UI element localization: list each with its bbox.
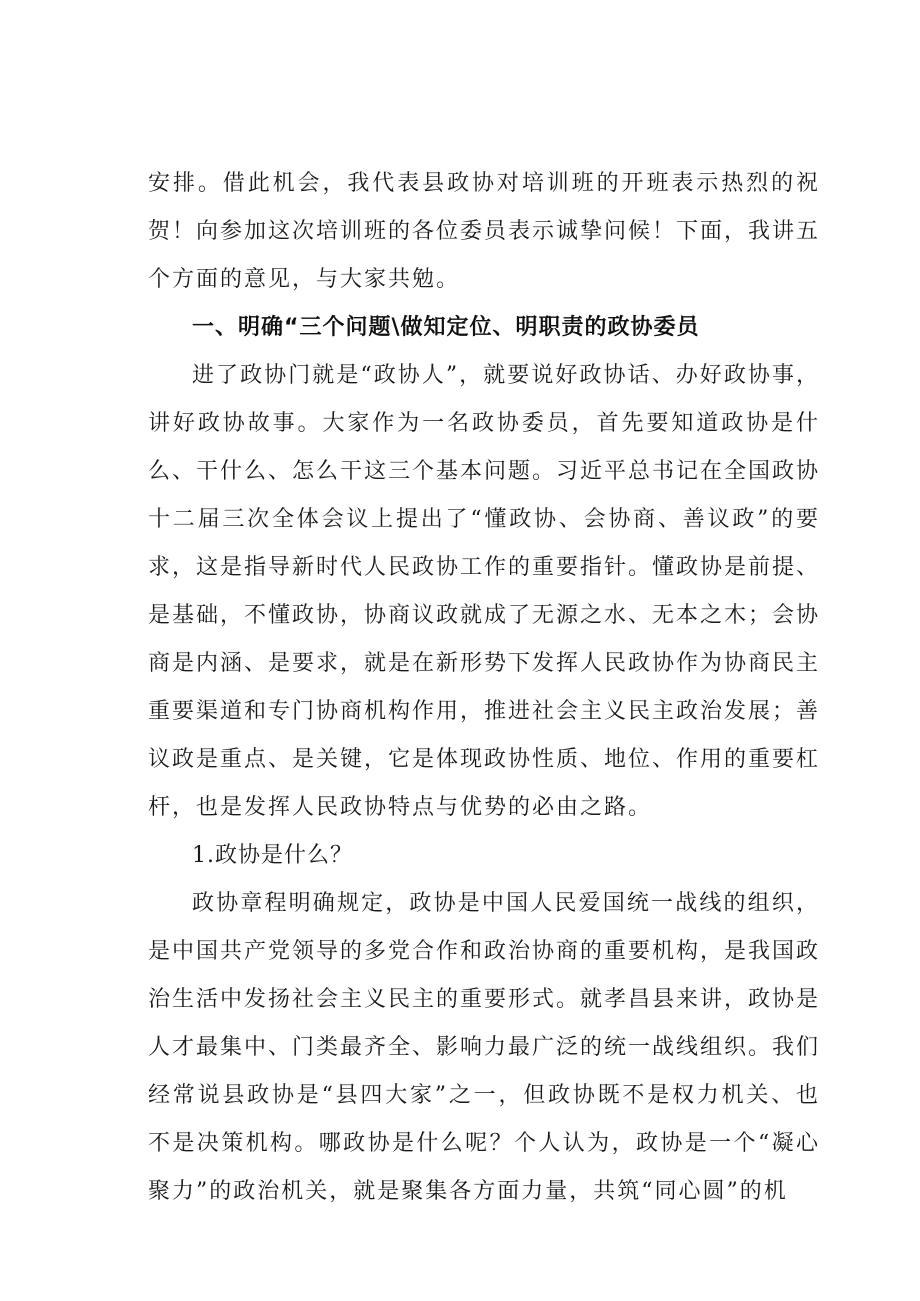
subheading-what-is-cppcc: 1.政协是什么？ [192, 843, 353, 868]
document-body [148, 160, 820, 1216]
paragraph-what-is-cppcc: 政协章程明确规定，政协是中国人民爱国统一战线的组织，是中国共产党领导的多党合作和政治协商的重要机构，是我国政治生活中发扬社会主义民主的重要形式。就孝昌县来讲，政协是人才最集中、门类最齐全、影响力最广泛的统一战线组织。我们经常说县政协是“县四大家”之一，但政协既不是权力机关、也不是决策机构。哪政协是什么呢？个人认为，政协是一个“凝心聚力”的政治机关，就是聚集各方面力量，共筑“同心圆”的机 [148, 891, 821, 1204]
paragraph-opening: 安排。借此机会，我代表县政协对培训班的开班表示热烈的祝贺！向参加这次培训班的各位委员表示诚挚问候！下面，我讲五个方面的意见，与大家共勉。 [148, 171, 821, 292]
section-heading: 一、明确“三个问题\做知定位、明职责的政协委员 [192, 315, 700, 340]
paragraph-section-intro: 进了政协门就是“政协人”，就要说好政协话、办好政协事，讲好政协故事。大家作为一名政协委员，首先要知道政协是什么、干什么、怎么干这三个基本问题。习近平总书记在全国政协十二届三次全体会议上提出了“懂政协、会协商、善议政”的要求，这是指导新时代人民政协工作的重要指针。懂政协是前提、是基础，不懂政协，协商议政就成了无源之水、无本之木；会协商是内涵、是要求，就是在新形势下发挥人民政协作为协商民主重要渠道和专门协商机构作用，推进社会主义民主政治发展；善议政是重点、是关键，它是体现政协性质、地位、作用的重要杠杆，也是发挥人民政协特点与优势的必由之路。 [148, 363, 821, 820]
